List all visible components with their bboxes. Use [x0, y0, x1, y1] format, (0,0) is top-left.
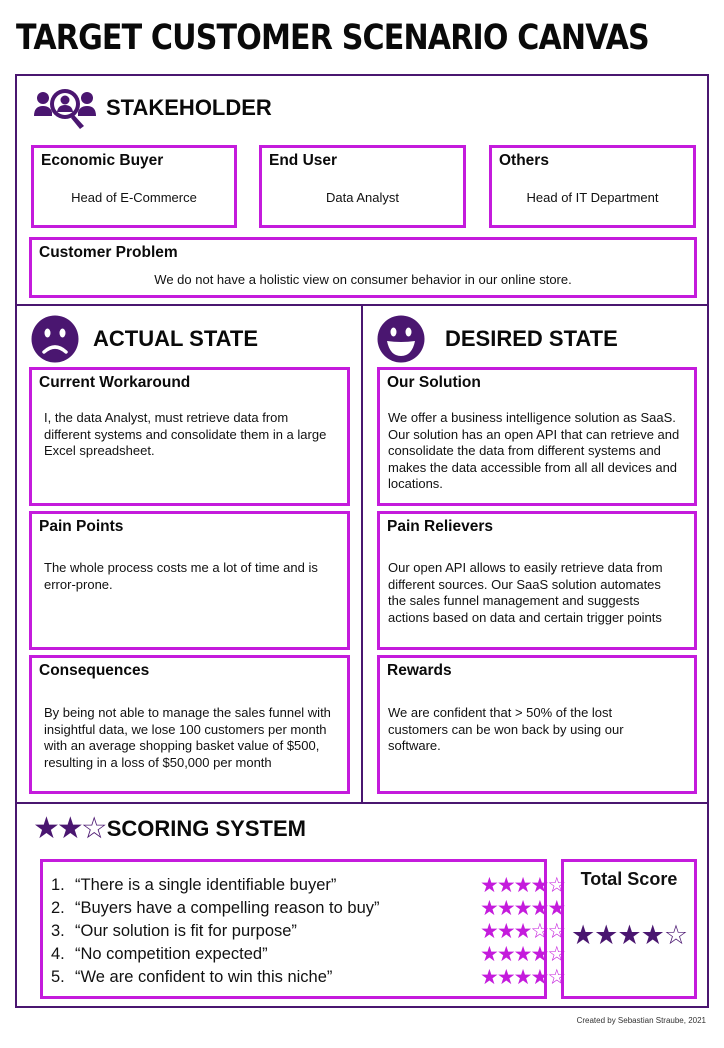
criterion-row	[51, 966, 332, 989]
filled-star-icon: ★	[640, 920, 664, 951]
others-label: Others	[499, 152, 549, 169]
filled-star-icon: ★	[513, 896, 531, 920]
filled-star-icon: ★	[570, 920, 595, 951]
filled-star-icon: ★	[513, 919, 531, 943]
filled-star-icon: ★	[530, 942, 548, 966]
empty-star-icon: ☆	[547, 965, 565, 989]
filled-star-icon: ★	[547, 896, 565, 920]
rewards-label: Rewards	[387, 662, 452, 679]
end-user-box	[259, 145, 466, 228]
filled-star-icon: ★	[480, 965, 497, 989]
empty-star-icon: ☆	[547, 919, 565, 943]
happy-face-icon	[377, 315, 425, 363]
filled-star-icon: ★	[513, 873, 531, 897]
desired-state-header	[377, 314, 618, 364]
criterion-text: “No competition expected”	[75, 945, 268, 963]
customer-problem-box	[29, 237, 697, 298]
current-workaround-text: I, the data Analyst, must retrieve data from different systems and consolidate them in a large Excel spreadsheet.	[44, 410, 327, 458]
filled-star-icon: ★	[530, 873, 548, 897]
criterion-text: “We are confident to win this niche”	[75, 968, 333, 986]
stakeholder-heading: STAKEHOLDER	[106, 95, 272, 120]
filled-star-icon: ★	[496, 942, 514, 966]
total-score-stars	[564, 920, 694, 951]
consequences-text: By being not able to manage the sales funnel with insightful data, we lose 100 customers per month with an average shopping basket value of $500, resulting in a loss of $50,000 per month	[44, 705, 331, 770]
pain-relievers-text: Our open API allows to easily retrieve data from different sources. Our SaaS solution automates the sales funnel management and suggests actions based on data and certain trigger points	[388, 560, 663, 625]
filled-star-icon: ★	[480, 873, 497, 897]
filled-star-icon: ★	[513, 965, 531, 989]
criterion-text: “Our solution is fit for purpose”	[75, 922, 297, 940]
filled-star-icon: ★	[496, 896, 514, 920]
filled-star-icon: ★	[480, 896, 497, 920]
criterion-number: 1.	[51, 876, 65, 894]
economic-buyer-box	[31, 145, 237, 228]
criteria-box	[40, 859, 565, 999]
filled-star-icon: ★	[513, 942, 531, 966]
empty-star-icon: ☆	[530, 919, 548, 943]
criterion-number: 3.	[51, 922, 65, 940]
sad-face-icon	[31, 315, 79, 363]
criterion-number: 2.	[51, 899, 65, 917]
filled-star-icon: ★	[530, 896, 548, 920]
end-user-label: End User	[269, 152, 338, 169]
consequences-label: Consequences	[39, 662, 150, 679]
stakeholders-search-icon	[34, 86, 96, 130]
economic-buyer-label: Economic Buyer	[41, 152, 164, 169]
our-solution-label: Our Solution	[387, 374, 481, 391]
filled-star-icon: ★	[594, 920, 618, 951]
criterion-text: “There is a single identifiable buyer”	[75, 876, 337, 894]
criterion-rating-stars	[480, 897, 564, 920]
criterion-rating-stars	[480, 874, 564, 897]
total-score-box	[561, 859, 697, 999]
filled-star-icon: ★	[496, 965, 514, 989]
actual-state-heading: ACTUAL STATE	[93, 326, 258, 351]
empty-star-icon: ☆	[663, 920, 688, 951]
total-score-label: Total Score	[580, 869, 678, 889]
criterion-row	[51, 874, 336, 897]
pain-relievers-box	[377, 511, 697, 650]
divider	[361, 304, 363, 804]
rewards-text: We are confident that > 50% of the lost customers can be won back by using our software.	[388, 705, 624, 753]
empty-star-icon: ☆	[547, 942, 565, 966]
others-value: Head of IT Department	[526, 190, 659, 205]
criterion-row	[51, 920, 297, 943]
filled-star-icon: ★	[530, 965, 548, 989]
consequences-box	[29, 655, 350, 794]
criterion-rating-stars	[480, 943, 564, 966]
criterion-text: “Buyers have a compelling reason to buy”	[75, 899, 380, 917]
desired-state-heading: DESIRED STATE	[445, 326, 618, 351]
pain-points-label: Pain Points	[39, 518, 124, 535]
our-solution-box	[377, 367, 697, 506]
end-user-value: Data Analyst	[326, 190, 399, 205]
stars-icon: ★★☆	[33, 811, 105, 846]
pain-points-text: The whole process costs me a lot of time and is error-prone.	[44, 560, 318, 592]
page-title: TARGET CUSTOMER SCENARIO CANVAS	[16, 18, 649, 58]
stakeholder-header	[34, 86, 272, 130]
footer-credit: Created by Sebastian Straube, 2021	[576, 1016, 706, 1025]
criterion-number: 4.	[51, 945, 65, 963]
scoring-header	[33, 812, 306, 846]
filled-star-icon: ★	[480, 942, 497, 966]
divider	[15, 802, 709, 804]
filled-star-icon: ★	[496, 873, 514, 897]
criterion-row	[51, 943, 268, 966]
rewards-box	[377, 655, 697, 794]
our-solution-text: We offer a business intelligence solution as SaaS. Our solution has an open API that can retrieve and consolidate the data from different systems and makes the data accessible from all all devices and locations.	[388, 410, 680, 491]
scoring-heading: SCORING SYSTEM	[106, 816, 306, 841]
others-box	[489, 145, 696, 228]
actual-state-header	[31, 314, 258, 364]
filled-star-icon: ★	[480, 919, 497, 943]
empty-star-icon: ☆	[547, 873, 565, 897]
filled-star-icon: ★	[496, 919, 514, 943]
filled-star-icon: ★	[617, 920, 641, 951]
criterion-row	[51, 897, 380, 920]
pain-relievers-label: Pain Relievers	[387, 518, 493, 535]
current-workaround-box	[29, 367, 350, 506]
current-workaround-label: Current Workaround	[39, 374, 191, 391]
pain-points-box	[29, 511, 350, 650]
criterion-rating-stars	[480, 920, 564, 943]
customer-problem-label: Customer Problem	[39, 244, 178, 261]
customer-problem-value: We do not have a holistic view on consumer behavior in our online store.	[154, 272, 572, 287]
criterion-rating-stars	[480, 966, 564, 989]
criterion-number: 5.	[51, 968, 65, 986]
economic-buyer-value: Head of E-Commerce	[71, 190, 197, 205]
